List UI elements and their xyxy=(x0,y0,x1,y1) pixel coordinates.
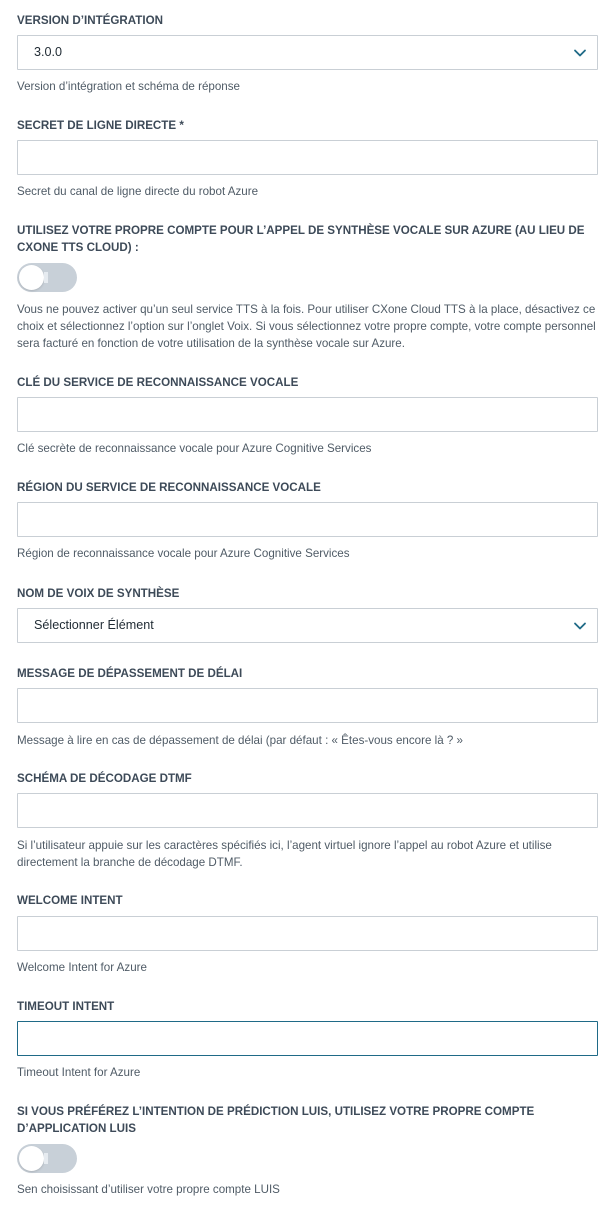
own-tts-account-toggle[interactable] xyxy=(17,263,77,292)
luis-account-toggle[interactable] xyxy=(17,1144,77,1173)
direct-line-secret-input[interactable] xyxy=(17,140,598,175)
timeout-message-label: MESSAGE DE DÉPASSEMENT DE DÉLAI xyxy=(17,667,243,680)
timeout-intent-label: TIMEOUT INTENT xyxy=(17,1000,115,1013)
dtmf-pattern-help: Si l’utilisateur appuie sur les caractères spécifiés ici, l’agent virtuel ignore l’appel au robot Azure et utilise directement la branche de décodage DTMF. xyxy=(17,839,552,869)
voice-name-select[interactable] xyxy=(17,608,598,643)
direct-line-secret-help: Secret du canal de ligne directe du robot Azure xyxy=(17,185,259,198)
welcome-intent-label: WELCOME INTENT xyxy=(17,894,123,907)
speech-region-input[interactable] xyxy=(17,502,598,537)
speech-region-help: Région de reconnaissance vocale pour Azure Cognitive Services xyxy=(17,547,350,560)
own-tts-account-help: Vous ne pouvez activer qu’un seul service TTS à la fois. Pour utiliser CXone Cloud TTS à la place, désactivez ce choix et sélectionnez l’option sur l’onglet Voix. Si vous sélectionnez votre propre compte, votre compte personnel sera facturé en fonction de votre utilisation de la synthèse vocale sur Azure. xyxy=(17,303,596,350)
direct-line-secret-label: SECRET DE LIGNE DIRECTE * xyxy=(17,119,184,132)
speech-key-input[interactable] xyxy=(17,397,598,432)
integration-version-label: VERSION D’INTÉGRATION xyxy=(17,14,164,27)
toggle-off-mark-icon xyxy=(44,1153,48,1164)
integration-version-value: 3.0.0 xyxy=(34,45,63,59)
timeout-intent-help: Timeout Intent for Azure xyxy=(17,1066,141,1079)
speech-key-help: Clé secrète de reconnaissance vocale pour Azure Cognitive Services xyxy=(17,442,372,455)
luis-account-help: Sen choisissant d’utiliser votre propre compte LUIS xyxy=(17,1183,280,1196)
welcome-intent-help: Welcome Intent for Azure xyxy=(17,961,147,974)
toggle-knob xyxy=(19,265,44,290)
timeout-message-input[interactable] xyxy=(17,688,598,723)
timeout-message-help: Message à lire en cas de dépassement de délai (par défaut : « Êtes-vous encore là ? » xyxy=(17,734,463,747)
integration-version-select[interactable] xyxy=(17,35,598,70)
chevron-down-icon xyxy=(573,619,587,633)
speech-key-label: CLÉ DU SERVICE DE RECONNAISSANCE VOCALE xyxy=(17,376,299,389)
timeout-intent-input[interactable] xyxy=(17,1021,598,1056)
chevron-down-icon xyxy=(573,46,587,60)
dtmf-pattern-input[interactable] xyxy=(17,793,598,828)
toggle-knob xyxy=(19,1146,44,1171)
welcome-intent-input[interactable] xyxy=(17,916,598,951)
own-tts-account-label: UTILISEZ VOTRE PROPRE COMPTE POUR L’APPEL DE SYNTHÈSE VOCALE SUR AZURE (AU LIEU DE CXONE TTS CLOUD) : xyxy=(17,224,585,254)
toggle-off-mark-icon xyxy=(44,272,48,283)
speech-region-label: RÉGION DU SERVICE DE RECONNAISSANCE VOCALE xyxy=(17,481,321,494)
dtmf-pattern-label: SCHÉMA DE DÉCODAGE DTMF xyxy=(17,772,192,785)
voice-name-label: NOM DE VOIX DE SYNTHÈSE xyxy=(17,587,180,600)
integration-version-help: Version d’intégration et schéma de réponse xyxy=(17,80,240,93)
voice-name-value: Sélectionner Élément xyxy=(34,618,154,632)
luis-account-label: SI VOUS PRÉFÉREZ L’INTENTION DE PRÉDICTION LUIS, UTILISEZ VOTRE PROPRE COMPTE D’APPLICATION LUIS xyxy=(17,1105,535,1135)
